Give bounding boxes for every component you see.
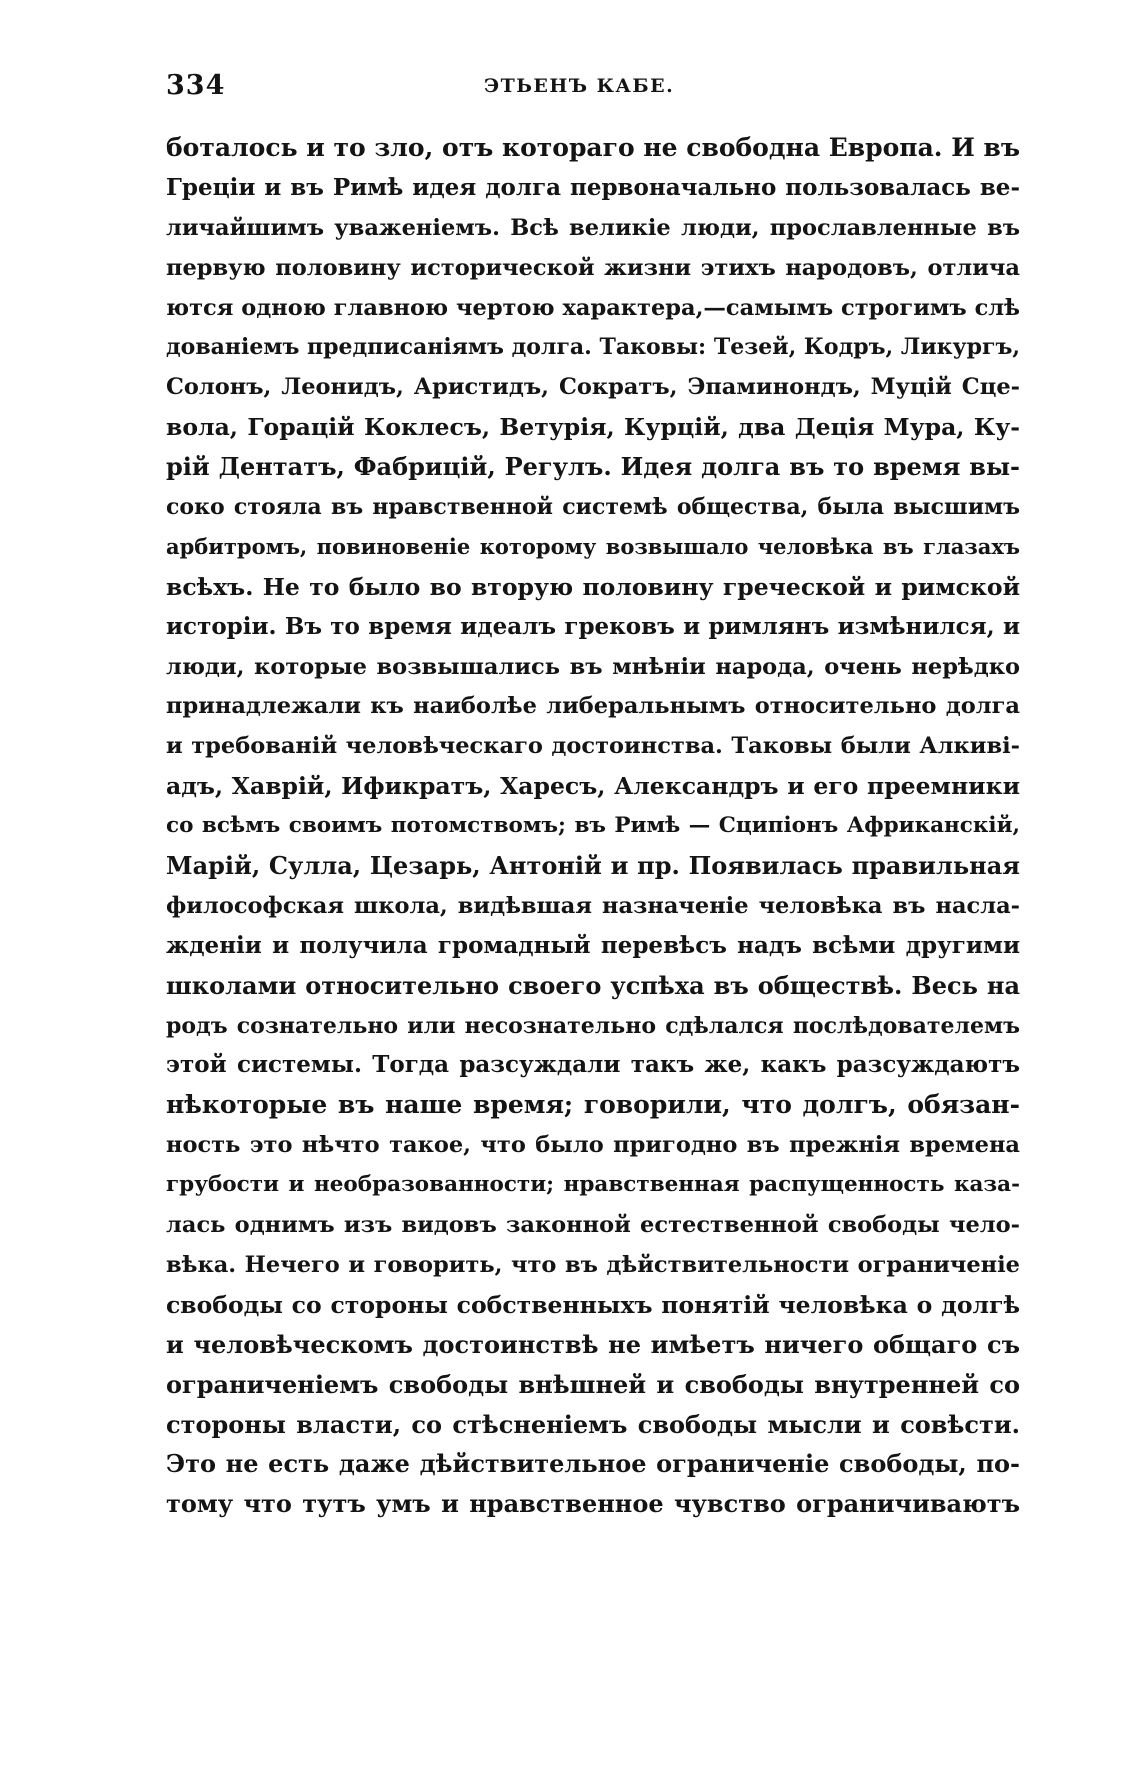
text-line: этой системы. Тогда разсуждали такъ же, какъ разсуждаютъ [166,1051,1020,1079]
text-line: жденіи и получила громадный перевѣсъ надъ всѣми другими [166,931,1020,959]
text-line: Греціи и въ Римѣ идея долга первоначально пользовалась ве- [166,173,1020,201]
text-line: вола, Горацій Коклесъ, Ветурія, Курцій, два Деція Мура, Ку- [166,413,1020,442]
body-text [166,128,1020,1524]
text-line: школами относительно своего успѣха въ обществѣ. Весь на [166,970,1020,1000]
text-line: и требованій человѣческаго достоинства. Таковы были Алкиві- [166,733,1020,760]
page-number: 334 [166,70,226,101]
text-line: вѣка. Нечего и говорить, что въ дѣйствительности ограниченіе [166,1251,1020,1278]
text-line: стороны власти, со стѣсненіемъ свободы мысли и совѣсти. [166,1409,1020,1439]
text-line: соко стояла въ нравственной системѣ общества, была высшимъ [166,494,1020,521]
text-line: боталось и то зло, отъ котораго не свободна Европа. И въ [166,133,1020,162]
text-line: принадлежали къ наиболѣе либеральнымъ относительно долга [166,693,1020,720]
text-line: лась однимъ изъ видовъ законной естественной свободы чело- [166,1212,1020,1239]
text-line: арбитромъ, повиновеніе которому возвышало человѣка въ глазахъ [166,533,1020,559]
text-line: адъ, Хаврій, Ификратъ, Харесъ, Александръ и его преемники [166,772,1020,801]
text-line: ность это нѣчто такое, что было пригодно въ прежнія времена [166,1132,1020,1159]
page-header [166,70,1020,110]
text-line: ются одною главною чертою характера,—самымъ строгимъ слѣ [166,294,1020,321]
text-line: ограниченіемъ свободы внѣшней и свободы внутренней со [166,1369,1020,1399]
text-line: рій Дентатъ, Фабрицій, Регулъ. Идея долга въ то время вы- [166,452,1020,482]
text-line: Это не есть даже дѣйствительное ограниченіе свободы, по- [166,1449,1020,1479]
text-line: личайшимъ уваженіемъ. Всѣ великіе люди, прославленные въ [166,214,1020,241]
text-line: со всѣмъ своимъ потомствомъ; въ Римѣ — Сципіонъ Африканскій, [166,813,1020,839]
text-line: и человѣческомъ достоинствѣ не имѣетъ ничего общаго съ [166,1329,1020,1359]
text-line: философская школа, видѣвшая назначеніе человѣка въ насла- [166,892,1020,919]
text-line: исторіи. Въ то время идеалъ грековъ и римлянъ измѣнился, и [166,612,1020,640]
text-line: Солонъ, Леонидъ, Аристидъ, Сократъ, Эпаминондъ, Муцій Сце- [166,374,1020,401]
text-line: нѣкоторые въ наше время; говорили, что долгъ, обязан- [166,1090,1020,1120]
text-line: родъ сознательно или несознательно сдѣлался послѣдователемъ [166,1012,1020,1039]
text-line: Марій, Сулла, Цезарь, Антоній и пр. Появилась правильная [166,851,1020,881]
text-line: люди, которые возвышались въ мнѣніи народа, очень нерѣдко [166,653,1020,680]
text-line: первую половину исторической жизни этихъ народовъ, отлича [166,254,1020,281]
text-line: дованіемъ предписаніямъ долга. Таковы: Тезей, Кодръ, Ликургъ, [166,334,1020,361]
text-line: грубости и необразованности; нравственная распущенность каза- [166,1172,1020,1198]
text-line: тому что тутъ умъ и нравственное чувство ограничиваютъ [166,1489,1020,1519]
text-line: свободы со стороны собственныхъ понятій человѣка о долгѣ [166,1290,1020,1319]
text-line: всѣхъ. Не то было во вторую половину греческой и римской [166,572,1020,601]
running-title: ЭТЬЕНЪ КАБЕ. [484,75,675,97]
